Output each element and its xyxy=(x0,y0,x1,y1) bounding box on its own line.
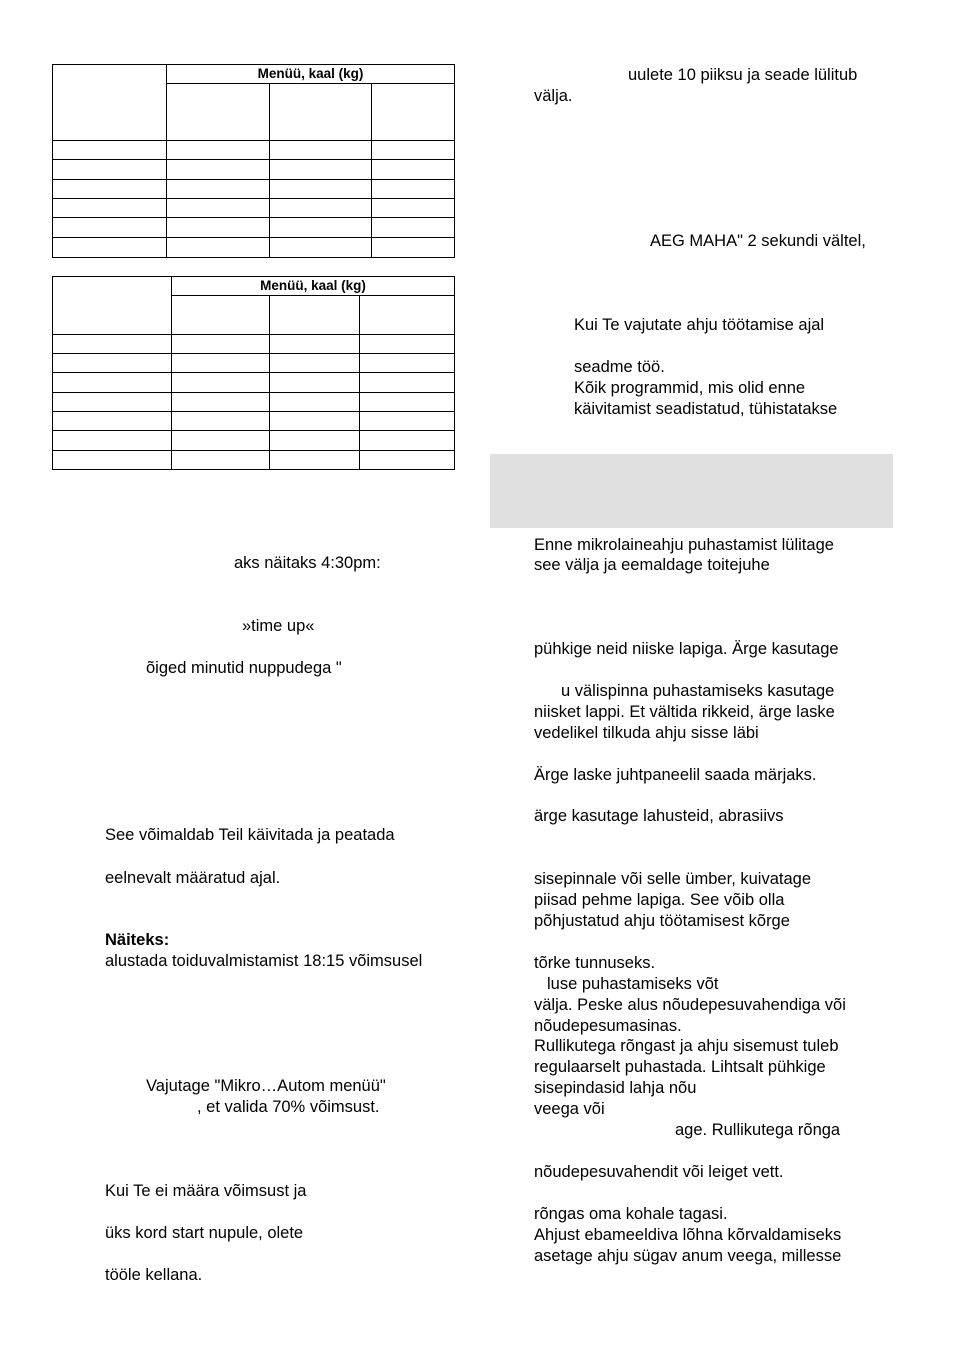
table-row xyxy=(53,141,455,160)
text-line: See võimaldab Teil käivitada ja peatada xyxy=(105,826,395,844)
text-line: Vajutage "Mikro…Autom menüü" xyxy=(146,1077,386,1095)
menu-weight-table-1 xyxy=(52,64,455,258)
text-line: vedelikel tilkuda ahju sisse läbi xyxy=(534,724,759,742)
text-line: alustada toiduvalmistamist 18:15 võimsusel xyxy=(105,952,423,970)
text-line: tõrke tunnuseks. xyxy=(534,954,656,972)
text-line: niisket lappi. Et vältida rikkeid, ärge laske xyxy=(534,703,835,721)
table-row xyxy=(53,334,455,353)
text-line: AEG MAHA" 2 sekundi vältel, xyxy=(650,232,866,250)
table-header: Menüü, kaal (kg) xyxy=(172,277,455,296)
text-line: Kui Te vajutate ahju töötamise ajal xyxy=(574,316,825,334)
table-row xyxy=(53,392,455,411)
table-cell xyxy=(270,84,372,141)
text-line: uulete 10 piiksu ja seade lülitub xyxy=(628,66,858,84)
text-line: Enne mikrolaineahju puhastamist lülitage xyxy=(534,536,834,554)
table-row xyxy=(53,431,455,450)
text-line: välja. xyxy=(534,87,573,105)
text-line: nõudepesumasinas. xyxy=(534,1017,682,1035)
text-line: välja. Peske alus nõudepesuvahendiga või xyxy=(534,996,846,1014)
text-line: regulaarselt puhastada. Lihtsalt pühkige xyxy=(534,1058,826,1076)
text-line: seadme töö. xyxy=(574,358,665,376)
text-line: luse puhastamiseks võt xyxy=(547,975,719,993)
text-line: pühkige neid niiske lapiga. Ärge kasutage xyxy=(534,640,839,658)
table-row xyxy=(53,218,455,237)
table-row xyxy=(53,237,455,257)
table-cell xyxy=(172,296,270,335)
text-line: piisad pehme lapiga. See võib olla xyxy=(534,891,785,909)
table-row xyxy=(53,373,455,392)
example-heading: Näiteks: xyxy=(105,931,170,949)
text-line: eelnevalt määratud ajal. xyxy=(105,869,281,887)
text-line: põhjustatud ahju töötamisest kõrge xyxy=(534,912,790,930)
text-line: Rullikutega rõngast ja ahju sisemust tuleb xyxy=(534,1037,839,1055)
text-line: see välja ja eemaldage toitejuhe xyxy=(534,556,770,574)
table-row xyxy=(53,412,455,431)
table-row xyxy=(53,450,455,469)
table-row xyxy=(53,354,455,373)
text-line: veega või xyxy=(534,1100,605,1118)
text-line: Kõik programmid, mis olid enne xyxy=(574,379,806,397)
text-line: sisepinnale või selle ümber, kuivatage xyxy=(534,870,811,888)
text-line: rõngas oma kohale tagasi. xyxy=(534,1205,728,1223)
table-row xyxy=(53,160,455,179)
text-line: ärge kasutage lahusteid, abrasiivs xyxy=(534,807,784,825)
text-line: aks näitaks 4:30pm: xyxy=(234,554,381,572)
menu-weight-table-2 xyxy=(52,276,455,470)
text-line: Kui Te ei määra võimsust ja xyxy=(105,1182,307,1200)
text-line: asetage ahju sügav anum veega, millesse xyxy=(534,1247,842,1265)
text-line: age. Rullikutega rõnga xyxy=(675,1121,841,1139)
table-cell xyxy=(53,65,167,141)
table-header: Menüü, kaal (kg) xyxy=(167,65,455,84)
table-row xyxy=(53,199,455,218)
text-line: Ahjust ebameeldiva lõhna kõrvaldamiseks xyxy=(534,1226,842,1244)
text-line: u välispinna puhastamiseks kasutage xyxy=(561,682,835,700)
table-row xyxy=(53,179,455,198)
shaded-box xyxy=(490,454,893,528)
text-line: käivitamist seadistatud, tühistatakse xyxy=(574,400,838,418)
table-cell xyxy=(53,277,172,335)
text-line: sisepindasid lahja nõu xyxy=(534,1079,697,1097)
table-cell xyxy=(360,296,455,335)
text-line: »time up« xyxy=(242,617,315,635)
table-cell xyxy=(167,84,270,141)
text-line: , et valida 70% võimsust. xyxy=(197,1098,380,1116)
text-line: Ärge laske juhtpaneelil saada märjaks. xyxy=(534,766,817,784)
text-line: tööle kellana. xyxy=(105,1266,203,1284)
table-cell xyxy=(270,296,360,335)
table-cell xyxy=(372,84,455,141)
text-line: üks kord start nupule, olete xyxy=(105,1224,304,1242)
text-line: nõudepesuvahendit või leiget vett. xyxy=(534,1163,784,1181)
text-line: õiged minutid nuppudega " xyxy=(146,659,342,677)
